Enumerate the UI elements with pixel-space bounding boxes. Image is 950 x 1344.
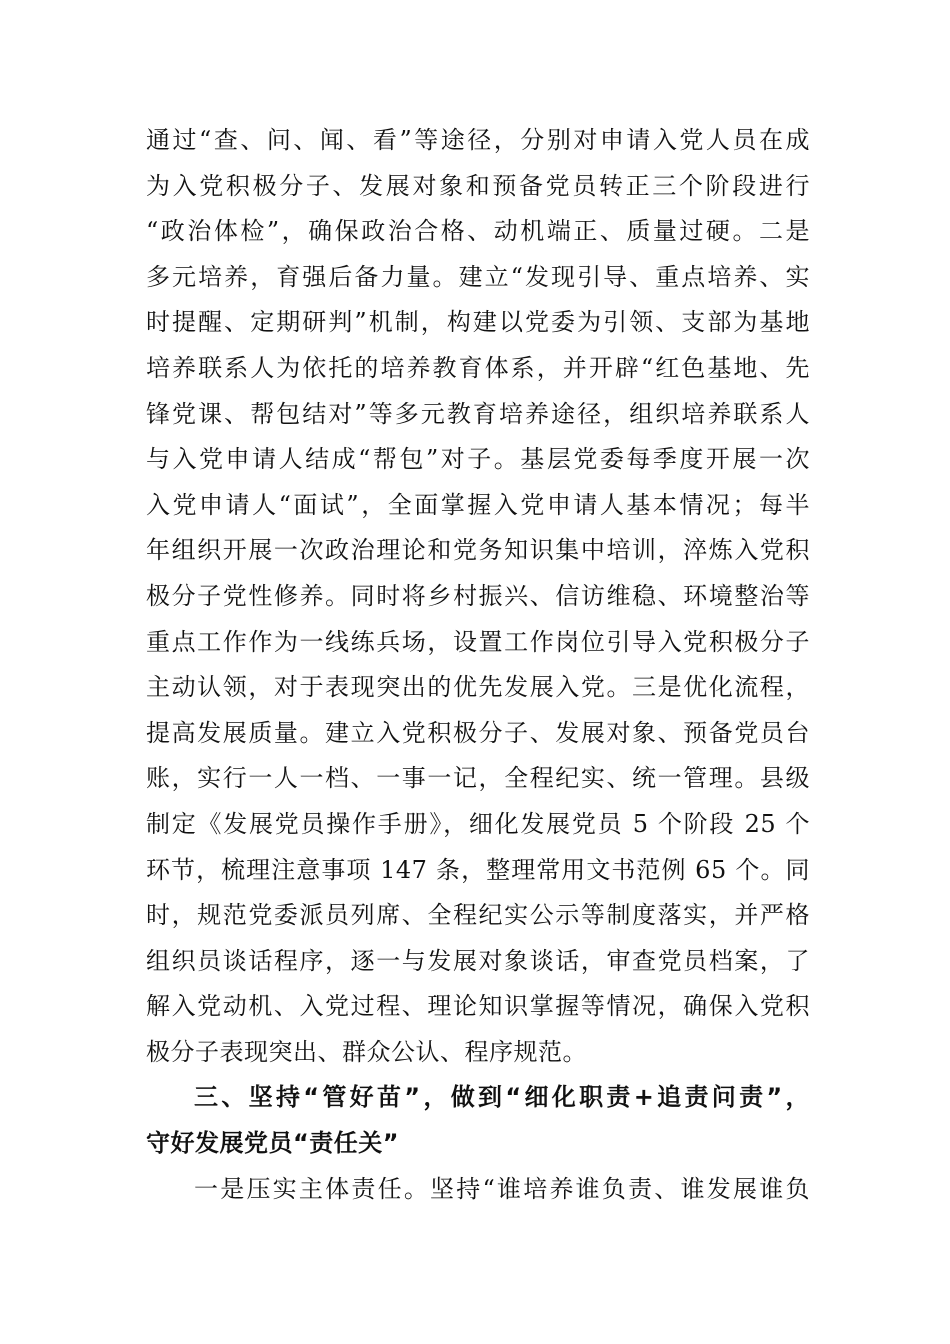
paragraph-line: 与入党申请人结成“帮包”对子。基层党委每季度开展一次	[146, 445, 810, 474]
paragraph-line: 主动认领，对于表现突出的优先发展入党。三是优化流程，	[146, 673, 810, 702]
paragraph-line: 组织员谈话程序，逐一与发展对象谈话，审查党员档案，了	[146, 946, 810, 975]
paragraph-line: 解入党动机、入党过程、理论知识掌握等情况，确保入党积	[146, 992, 810, 1021]
paragraph-line: 提高发展质量。建立入党积极分子、发展对象、预备党员台	[146, 718, 810, 747]
paragraph-line: 时，规范党委派员列席、全程纪实公示等制度落实，并严格	[146, 901, 810, 930]
body-text	[146, 118, 810, 1212]
paragraph-last-line: 极分子表现突出、群众公认、程序规范。	[146, 1037, 587, 1066]
paragraph-line: “政治体检”，确保政治合格、动机端正、质量过硬。二是	[146, 217, 810, 246]
paragraph-line: 极分子党性修养。同时将乡村振兴、信访维稳、环境整治等	[146, 581, 810, 610]
paragraph-line: 为入党积极分子、发展对象和预备党员转正三个阶段进行	[146, 171, 810, 200]
paragraph-line: 制定《发展党员操作手册》，细化发展党员 5 个阶段 25 个	[146, 809, 810, 838]
paragraph-line: 锋党课、帮包结对”等多元教育培养途径，组织培养联系人	[146, 399, 810, 428]
paragraph-line: 重点工作作为一线练兵场，设置工作岗位引导入党积极分子	[146, 627, 810, 656]
paragraph-line: 培养联系人为依托的培养教育体系，并开辟“红色基地、先	[146, 353, 810, 382]
section-heading-line-2: 守好发展党员“责任关”	[146, 1129, 400, 1158]
paragraph-line: 入党申请人“面试”，全面掌握入党申请人基本情况；每半	[146, 490, 810, 519]
paragraph-line: 年组织开展一次政治理论和党务知识集中培训，淬炼入党积	[146, 536, 810, 565]
paragraph-line: 时提醒、定期研判”机制，构建以党委为引领、支部为基地	[146, 308, 810, 337]
paragraph-first-line: 一是压实主体责任。坚持“谁培养谁负责、谁发展谁负	[194, 1174, 810, 1203]
paragraph-line: 环节，梳理注意事项 147 条，整理常用文书范例 65 个。同	[146, 855, 810, 884]
section-heading-line-1: 三、坚持“管好苗”，做到“细化职责+追责问责”，	[194, 1083, 810, 1112]
paragraph-line: 通过“查、问、闻、看”等途径，分别对申请入党人员在成	[146, 126, 810, 154]
paragraph-line: 多元培养，育强后备力量。建立“发现引导、重点培养、实	[146, 262, 810, 291]
paragraph-line: 账，实行一人一档、一事一记，全程纪实、统一管理。县级	[146, 764, 810, 793]
